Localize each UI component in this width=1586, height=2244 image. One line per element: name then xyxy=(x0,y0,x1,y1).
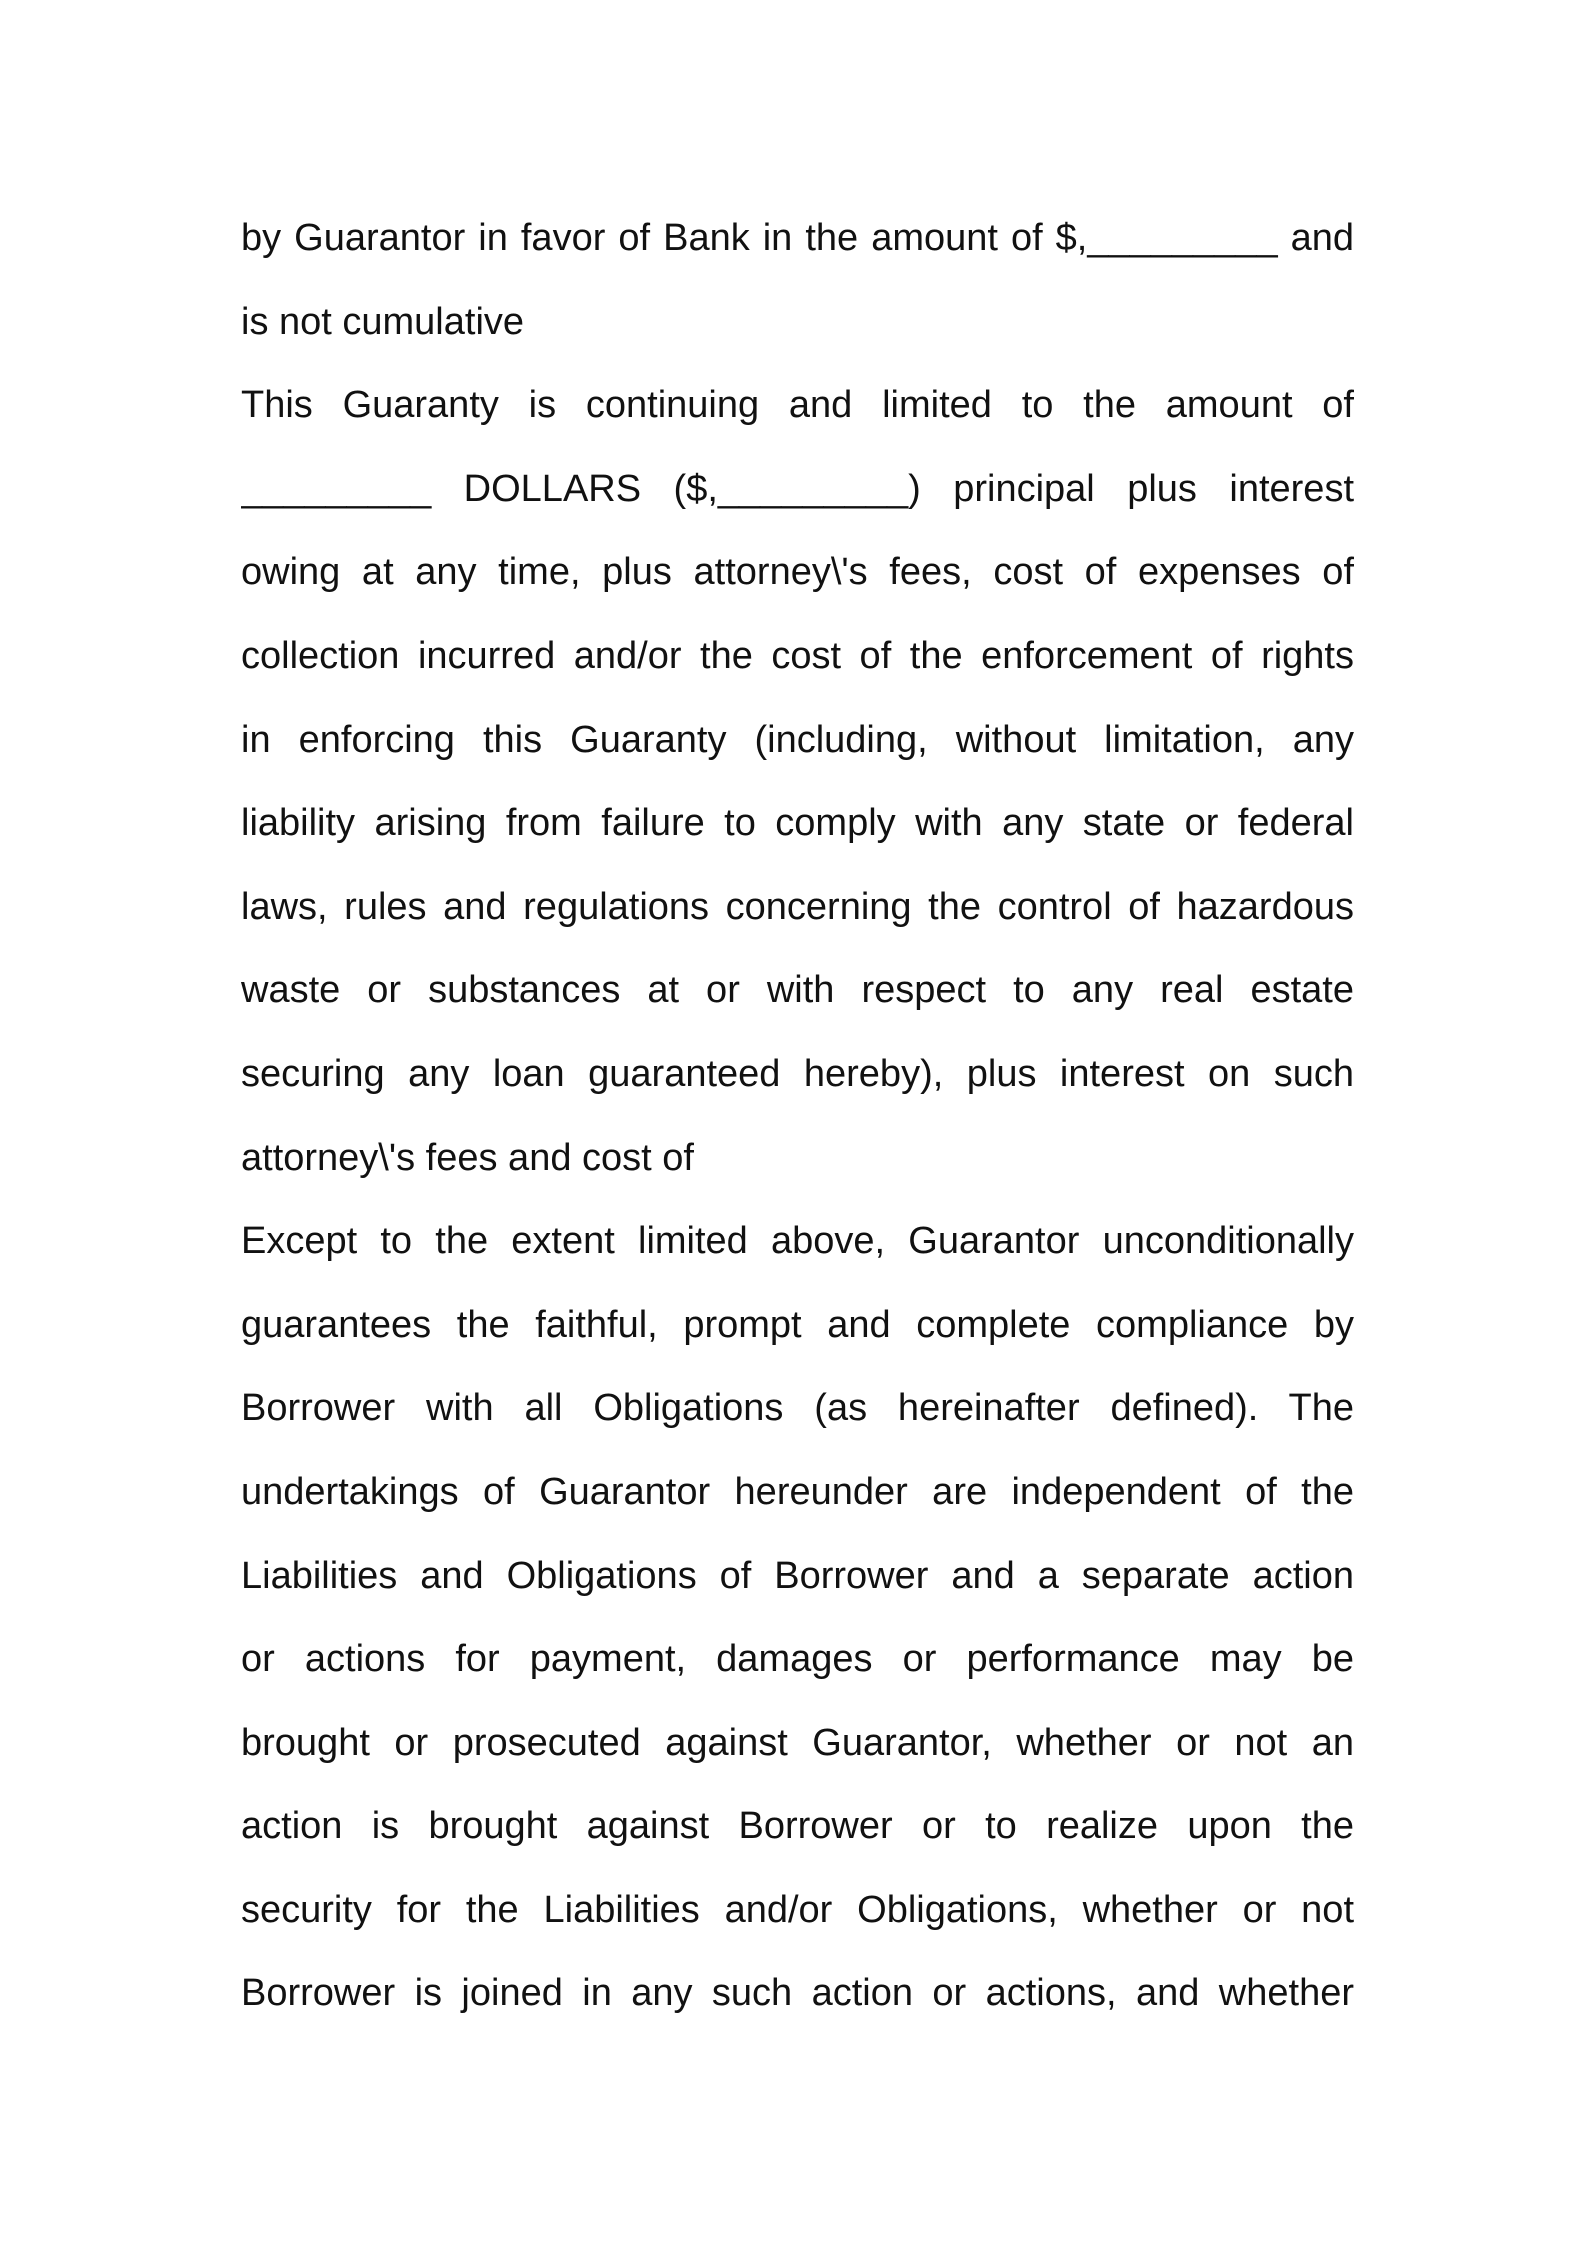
text-line: waste or substances at or with respect to any real estate xyxy=(241,969,1354,1012)
text-line: Except to the extent limited above, Guarantor unconditionally xyxy=(241,1220,1354,1263)
text-line: action is brought against Borrower or to realize upon the xyxy=(241,1805,1354,1848)
text-line: brought or prosecuted against Guarantor, whether or not an xyxy=(241,1721,1354,1764)
text-line: Liabilities and Obligations of Borrower and a separate action xyxy=(241,1554,1354,1597)
text-line: This Guaranty is continuing and limited to the amount of xyxy=(241,384,1354,427)
text-line: _________ DOLLARS ($,_________) principal plus interest xyxy=(241,467,1354,510)
document-body xyxy=(241,197,1354,2036)
text-line: is not cumulative xyxy=(241,300,525,343)
text-line: attorney\'s fees and cost of xyxy=(241,1136,694,1179)
text-line: or actions for payment, damages or performance may be xyxy=(241,1638,1354,1681)
text-line: in enforcing this Guaranty (including, without limitation, any xyxy=(241,718,1354,761)
text-line: Borrower with all Obligations (as hereinafter defined). The xyxy=(241,1387,1354,1430)
text-line: security for the Liabilities and/or Obligations, whether or not xyxy=(241,1888,1354,1931)
text-line: laws, rules and regulations concerning the control of hazardous xyxy=(241,885,1354,928)
text-line: undertakings of Guarantor hereunder are independent of the xyxy=(241,1470,1354,1513)
text-line: liability arising from failure to comply with any state or federal xyxy=(241,802,1354,845)
text-line: owing at any time, plus attorney\'s fees, cost of expenses of xyxy=(241,551,1354,594)
text-line: collection incurred and/or the cost of the enforcement of rights xyxy=(241,634,1354,677)
text-line: by Guarantor in favor of Bank in the amount of $,_________ and xyxy=(241,217,1354,259)
text-line: securing any loan guaranteed hereby), plus interest on such xyxy=(241,1052,1354,1095)
text-line: Borrower is joined in any such action or actions, and whether xyxy=(241,1972,1354,2015)
text-line: guarantees the faithful, prompt and complete compliance by xyxy=(241,1303,1354,1346)
